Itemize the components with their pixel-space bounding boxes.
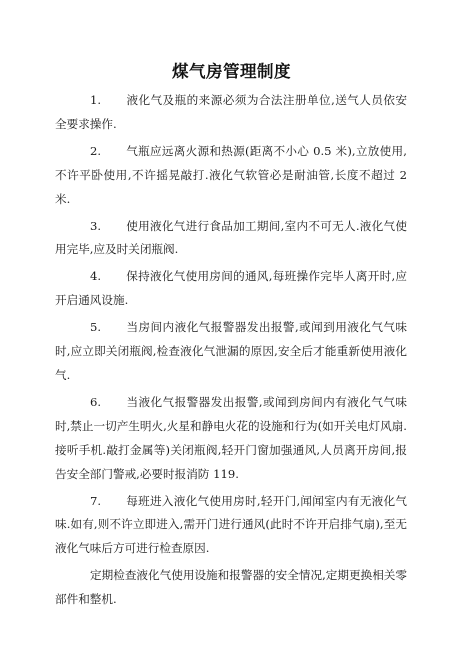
document-title: 煤气房管理制度 xyxy=(172,62,291,81)
rule-item-4 xyxy=(55,265,407,313)
document-body xyxy=(55,89,407,615)
rule-number: 1. xyxy=(90,93,102,107)
rule-number: 6. xyxy=(90,394,102,409)
rule-text: 当房间内液化气报警器发出报警,或闻到用液化气气味时,应立即关闭瓶阀,检查液化气泄漏的原因,安全后才能重新使用液化气. xyxy=(55,320,407,382)
rule-number: 5. xyxy=(90,320,102,335)
rule-text: 气瓶应远离火源和热源(距离不小心 0.5 米),立放使用,不许平卧使用,不许摇晃敲打.液化气软管必是耐油管,长度不超过 2 米. xyxy=(55,143,407,206)
rule-item-1 xyxy=(55,89,407,137)
rule-text: 使用液化气进行食品加工期间,室内不可无人.液化气使用完毕,应及时关闭瓶阀. xyxy=(55,218,407,257)
rule-text: 每班进入液化气使用房时,轻开门,闻闻室内有无液化气味.如有,则不许立即进入,需开门进行通风(此时不许开启排气扇),至无液化气味后方可进行检查原因. xyxy=(55,493,407,556)
rule-number: 7. xyxy=(90,493,102,508)
rule-item-3 xyxy=(55,215,407,263)
rule-text: 液化气及瓶的来源必须为合法注册单位,送气人员依安全要求操作. xyxy=(55,93,407,131)
rule-item-7 xyxy=(55,490,407,562)
rule-item-6 xyxy=(55,391,407,487)
closing-paragraph: 定期检查液化气使用设施和报警器的安全情况,定期更换相关零部件和整机. xyxy=(55,568,407,607)
rule-item-5 xyxy=(55,316,407,388)
rule-number: 3. xyxy=(90,218,102,233)
rule-number: 4. xyxy=(90,269,102,284)
rule-text: 当液化气报警器发出报警,或闻到房间内有液化气气味时,禁止一切产生明火,火星和静电火花的设施和行为(如开关电灯风扇.接听手机.敲打金属等)关闭瓶阀,轻开门窗加强通风,人员离开房间,报告安全部门警戒,必要时报消防 119. xyxy=(55,394,407,481)
rule-number: 2. xyxy=(90,143,102,158)
rule-item-2 xyxy=(55,140,407,212)
rule-text: 保持液化气使用房间的通风,每班操作完毕人离开时,应开启通风设施. xyxy=(55,269,407,308)
